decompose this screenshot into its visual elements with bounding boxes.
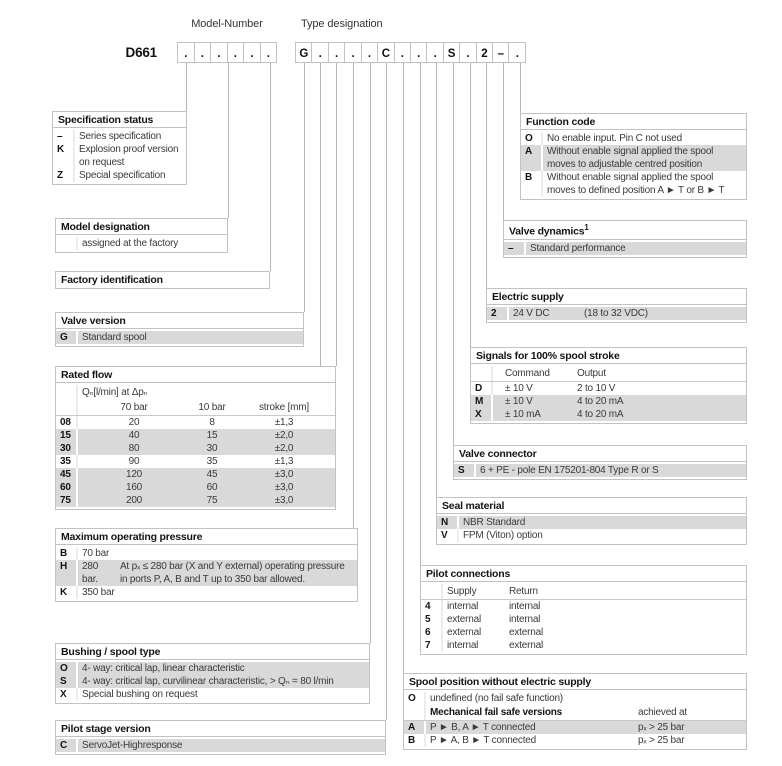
box-spool-position (403, 673, 747, 750)
option-row (53, 130, 186, 143)
box-specification-status (52, 111, 187, 185)
option-code: 2 (487, 307, 509, 320)
option-code: 7 (421, 639, 443, 652)
option-code: H (56, 560, 78, 586)
option-cell: ± 10 V (505, 396, 533, 407)
box-title: Spool position without electric supply (404, 674, 746, 690)
option-code: B (56, 547, 78, 560)
option-code: B (404, 734, 426, 747)
box-title: Valve version (56, 313, 303, 329)
option-cell: external (509, 627, 543, 638)
option-code: G (56, 331, 78, 344)
table-subheader-text: Qₙ[l/min] at Δpₙ (82, 387, 148, 398)
option-code (471, 366, 493, 381)
option-row (56, 429, 335, 442)
option-code: 08 (56, 416, 78, 429)
connector-line (486, 63, 487, 288)
option-code: 35 (56, 455, 78, 468)
option-row (487, 307, 746, 320)
box-title: Bushing / spool type (56, 644, 369, 660)
box-electric-supply (486, 288, 747, 323)
option-row (56, 331, 303, 344)
box-seal-material (436, 497, 747, 545)
option-cell: ±3,0 (274, 469, 294, 480)
subheader-left: Mechanical fail safe versions (430, 707, 563, 718)
option-code: B (521, 171, 543, 197)
option-cell: external (447, 614, 481, 625)
code-cell: 2 (477, 43, 493, 62)
option-code: S (56, 675, 78, 688)
option-row (521, 145, 746, 171)
option-cell: 20 (128, 417, 140, 428)
option-code: 45 (56, 468, 78, 481)
connector-line (353, 63, 354, 528)
option-code: 5 (421, 613, 443, 626)
option-code: O (56, 662, 78, 675)
option-row (56, 675, 369, 688)
table-subheader (56, 385, 335, 400)
option-row (56, 662, 369, 675)
option-code: – (53, 130, 75, 143)
option-cell: 15 (206, 430, 218, 441)
option-row (521, 171, 746, 197)
option-cell: 60 (206, 482, 218, 493)
option-row (56, 688, 369, 701)
box-factory-identification (55, 271, 270, 289)
option-text: Special bushing on request (82, 689, 198, 700)
option-row (53, 143, 186, 169)
option-row (56, 494, 335, 507)
code-cell: . (211, 43, 228, 62)
option-cell: ±1,3 (274, 456, 294, 467)
connector-line (503, 63, 504, 220)
model-prefix: D661 (125, 45, 157, 60)
option-cell: 160 (125, 482, 143, 493)
option-row (454, 464, 746, 477)
box-title: Pilot stage version (56, 721, 385, 737)
table-column-headers (56, 400, 335, 416)
connector-line (420, 63, 421, 565)
table-column-headers (421, 584, 746, 600)
subheader-right: achieved at (638, 707, 687, 718)
option-cell: internal (509, 601, 541, 612)
option-row (56, 481, 335, 494)
box-valve-dynamics (503, 220, 747, 258)
option-cell: internal (447, 601, 479, 612)
option-row (56, 586, 357, 599)
box-title: Model designation (56, 219, 227, 235)
option-code: A (404, 721, 426, 734)
option-cell: ± 10 mA (505, 409, 541, 420)
option-cell: 40 (128, 430, 140, 441)
code-cell: – (493, 43, 509, 62)
code-cell: G (296, 43, 312, 62)
box-title: Valve connector (454, 446, 746, 462)
column-header: stroke [mm] (258, 402, 310, 413)
option-text: Standard spool (82, 332, 147, 343)
option-cell: 70 bar (82, 548, 110, 559)
option-cell: 280 bar. (82, 561, 99, 585)
connector-line (186, 63, 187, 111)
option-cell: P ► B, A ► T connected (430, 722, 536, 733)
option-row (421, 613, 746, 626)
option-cell: external (509, 640, 543, 651)
option-code: 75 (56, 494, 78, 507)
option-code: X (471, 408, 493, 421)
box-pilot-stage-version (55, 720, 386, 755)
box-valve-connector (453, 445, 747, 480)
option-code: M (471, 395, 493, 408)
option-cell: 8 (209, 417, 215, 428)
option-row (471, 382, 746, 395)
option-row (404, 721, 746, 734)
option-text: 4- way: critical lap, linear characteristic (82, 663, 245, 674)
footnote-marker: 1 (584, 223, 589, 232)
option-code (404, 705, 426, 720)
option-cell: 120 (125, 469, 143, 480)
connector-line (470, 63, 471, 347)
code-cell: . (395, 43, 411, 62)
option-cell: 35 (206, 456, 218, 467)
option-code: O (521, 132, 543, 145)
option-code: Z (53, 169, 75, 182)
option-text: Without enable signal applied the spool moves to defined position A ► T or B ► T (547, 172, 725, 196)
option-cell: pₓ > 25 bar (638, 735, 685, 746)
option-cell: pₓ > 25 bar (638, 722, 685, 733)
code-cell: . (345, 43, 361, 62)
option-cell: 80 (128, 443, 140, 454)
connector-line (453, 63, 454, 445)
option-code (56, 400, 78, 415)
code-cell: S (444, 43, 460, 62)
code-cell: . (427, 43, 443, 62)
option-code: V (437, 529, 459, 542)
option-code: 15 (56, 429, 78, 442)
option-code: K (56, 586, 78, 599)
option-text: NBR Standard (463, 517, 526, 528)
column-header: 10 bar (198, 402, 226, 413)
option-row (421, 600, 746, 613)
option-row (56, 739, 385, 752)
box-title: Electric supply (487, 289, 746, 305)
option-row (56, 416, 335, 429)
option-cell: ±3,0 (274, 482, 294, 493)
option-cell: ±1,3 (274, 417, 294, 428)
option-code: N (437, 516, 459, 529)
box-bushing-spool-type (55, 643, 370, 704)
code-cell: . (362, 43, 378, 62)
option-cell: 4 to 20 mA (577, 396, 624, 407)
connector-line (403, 63, 404, 673)
option-text: assigned at the factory (82, 238, 179, 249)
type-designation-label: Type designation (301, 18, 383, 30)
box-valve-version (55, 312, 304, 347)
option-cell: 2 to 10 V (577, 383, 616, 394)
option-text: undefined (no fail safe function) (430, 693, 563, 704)
code-cell: C (378, 43, 394, 62)
connector-line (436, 63, 437, 497)
box-title: Function code (521, 114, 746, 130)
table-subheader (404, 705, 746, 721)
connector-line (228, 63, 229, 218)
option-code: O (404, 692, 426, 705)
option-text: Standard performance (530, 242, 626, 254)
option-row (404, 734, 746, 747)
connector-line (336, 63, 337, 366)
option-cell: ±3,0 (274, 495, 294, 506)
code-cell: . (266, 48, 270, 60)
option-code: – (504, 242, 526, 255)
box-title: Factory identification (56, 272, 269, 287)
box-title: Specification status (53, 112, 186, 128)
option-text: 6 + PE - pole EN 175201-804 Type R or S (480, 465, 659, 476)
option-code: X (56, 688, 78, 701)
option-cell: 45 (206, 469, 218, 480)
code-cell: . (312, 43, 328, 62)
connector-line (520, 63, 521, 113)
type-designation-cells (295, 42, 526, 63)
box-title (504, 221, 746, 240)
connector-line (320, 63, 321, 366)
option-cell: 90 (128, 456, 140, 467)
option-cell: 30 (206, 443, 218, 454)
option-text: Series specification (79, 131, 162, 142)
option-text: Special specification (79, 170, 166, 181)
code-cell: . (228, 43, 245, 62)
option-cell: 24 V DC (513, 308, 550, 319)
option-cell: 4 to 20 mA (577, 409, 624, 420)
option-row (56, 560, 357, 586)
option-code: 30 (56, 442, 78, 455)
option-code (421, 584, 443, 599)
box-title: Rated flow (56, 367, 335, 383)
box-signals-spool-stroke (470, 347, 747, 424)
box-title: Pilot connections (421, 566, 746, 582)
option-code: S (454, 464, 476, 477)
column-header: Output (577, 368, 606, 379)
box-function-code (520, 113, 747, 200)
option-code: A (521, 145, 543, 171)
option-cell: ±2,0 (274, 430, 294, 441)
option-text: 4- way: critical lap, curvilinear characteristic, > Qₙ = 80 l/min (82, 676, 334, 687)
option-row (437, 516, 746, 529)
option-row (56, 468, 335, 481)
box-title: Maximum operating pressure (56, 529, 357, 545)
option-row (53, 169, 186, 182)
option-cell: internal (447, 640, 479, 651)
option-code: 6 (421, 626, 443, 639)
option-code: 60 (56, 481, 78, 494)
column-header: Supply (447, 586, 477, 597)
code-cell: . (195, 43, 212, 62)
box-pilot-connections (420, 565, 747, 655)
option-cell: external (447, 627, 481, 638)
option-row (471, 395, 746, 408)
option-code: C (56, 739, 78, 752)
code-cell: . (411, 43, 427, 62)
connector-line (270, 63, 271, 271)
option-row (421, 639, 746, 652)
option-text: Without enable signal applied the spool moves to adjustable centred position (547, 146, 714, 170)
code-cell: . (329, 43, 345, 62)
column-header: 70 bar (120, 402, 148, 413)
option-row (421, 626, 746, 639)
option-text: FPM (Viton) option (463, 530, 543, 541)
option-row (504, 242, 746, 255)
connector-line (370, 63, 371, 643)
box-title: Seal material (437, 498, 746, 514)
option-text: Explosion proof version on request (79, 144, 179, 168)
box-rated-flow (55, 366, 336, 510)
table-column-headers (471, 366, 746, 382)
option-text: No enable input. Pin C not used (547, 133, 683, 144)
option-cell: At pₓ ≤ 280 bar (X and Y external) operating pressure in ports P, A, B and T up to 350 bar allowed. (119, 561, 345, 585)
option-code (56, 385, 78, 400)
option-row (471, 408, 746, 421)
connector-line (386, 63, 387, 720)
code-cell: . (244, 43, 261, 62)
box-maximum-operating-pressure (55, 528, 358, 602)
option-cell: (18 to 32 VDC) (584, 308, 648, 319)
option-code (56, 237, 78, 250)
option-row (56, 442, 335, 455)
model-number-label: Model-Number (191, 18, 263, 30)
connector-line (304, 63, 305, 312)
box-model-designation (55, 218, 228, 253)
option-row (56, 237, 227, 250)
option-row (404, 692, 746, 705)
code-cell: . (178, 43, 195, 62)
option-cell: ±2,0 (274, 443, 294, 454)
column-header: Command (505, 368, 550, 379)
option-code: D (471, 382, 493, 395)
option-row (56, 455, 335, 468)
option-cell: 75 (206, 495, 218, 506)
code-cell: . (515, 48, 519, 60)
option-row (521, 132, 746, 145)
option-cell: 200 (125, 495, 143, 506)
column-header: Return (509, 586, 538, 597)
option-row (437, 529, 746, 542)
option-cell: ± 10 V (505, 383, 533, 394)
option-code: K (53, 143, 75, 169)
box-title: Signals for 100% spool stroke (471, 348, 746, 364)
option-cell: 350 bar (82, 587, 115, 598)
option-text: ServoJet-Highresponse (82, 740, 183, 751)
option-cell: internal (509, 614, 541, 625)
option-code: 4 (421, 600, 443, 613)
code-cell: . (460, 43, 476, 62)
box-title-text: Valve dynamics (509, 225, 585, 238)
option-cell: P ► A, B ► T connected (430, 735, 537, 746)
model-number-cells (177, 42, 277, 63)
option-row (56, 547, 357, 560)
